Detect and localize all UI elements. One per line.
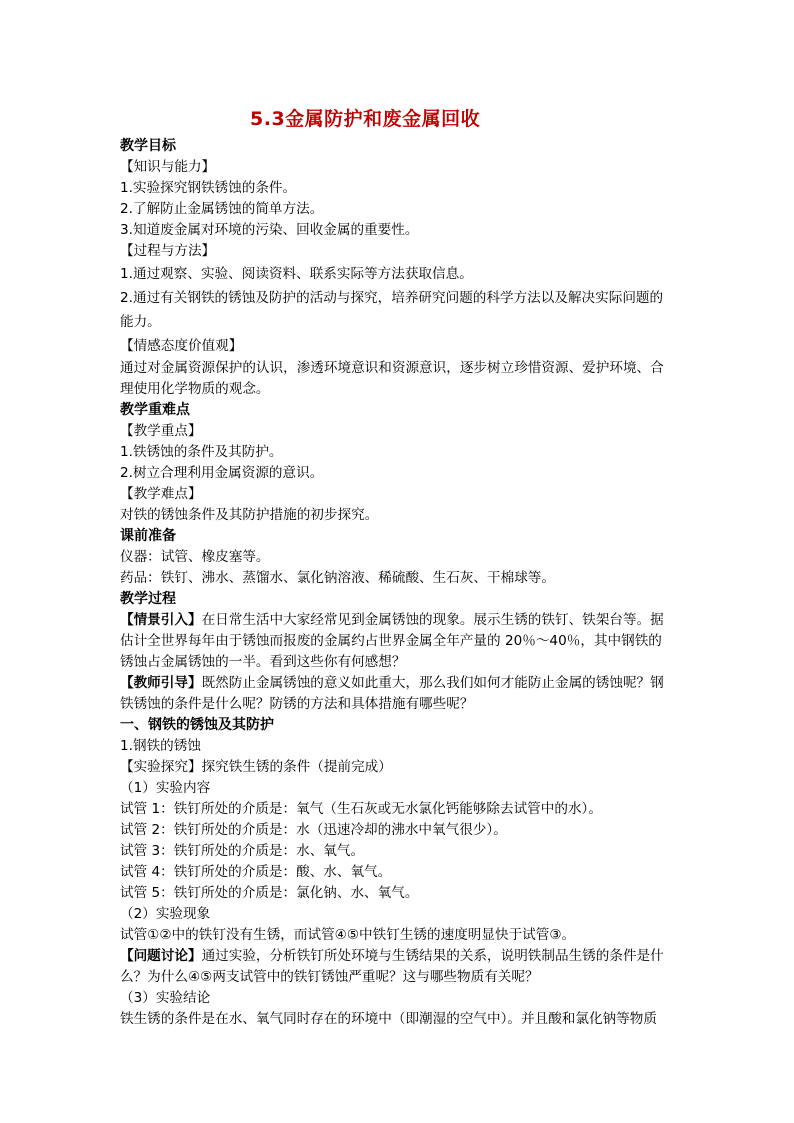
paragraph: 【实验探究】探究铁生锈的条件（提前完成）: [120, 759, 392, 775]
discussion-text: 通过实验，分析铁钉所处环境与生锈结果的关系，说明铁制品生锈的条件是什: [201, 948, 664, 964]
document-body: [120, 136, 678, 1030]
section-heading-key-points: 教学重难点: [120, 402, 190, 418]
section-heading-process: 教学过程: [120, 591, 176, 607]
paragraph: 铁生锈的条件是在水、氧气同时存在的环境中（即潮湿的空气中）。并且酸和氯化钠等物质: [120, 1011, 657, 1027]
paragraph: [120, 610, 678, 631]
paragraph: 试管 2：铁钉所处的介质是：水（迅速冷却的沸水中氧气很少）。: [120, 822, 507, 838]
subheading-emotion: 【情感态度价值观】: [120, 338, 243, 354]
paragraph: 试管 3：铁钉所处的介质是：水、氧气。: [120, 843, 365, 859]
paragraph: [120, 673, 678, 694]
paragraph: 估计全世界每年由于锈蚀而报废的金属约占世界金属全年产量的 20％～40％，其中钢铁的: [120, 633, 662, 649]
paragraph: 药品：铁钉、沸水、蒸馏水、氯化钠溶液、稀硫酸、生石灰、干棉球等。: [120, 570, 555, 586]
paragraph: （3）实验结论: [120, 990, 211, 1006]
paragraph: 通过对金属资源保护的认识，渗透环境意识和资源意识，逐步树立珍惜资源、爱护环境、合: [120, 360, 664, 376]
section-heading-rust: 一、钢铁的锈蚀及其防护: [120, 717, 274, 733]
paragraph: 1.通过观察、实验、阅读资料、联系实际等方法获取信息。: [120, 266, 473, 282]
subheading-key: 【教学重点】: [120, 423, 202, 439]
paragraph: 对铁的锈蚀条件及其防护措施的初步探究。: [120, 507, 379, 523]
paragraph: 锈蚀占金属锈蚀的一半。看到这些你有何感想？: [120, 654, 406, 670]
paragraph: 么？为什么④⑤两支试管中的铁钉锈蚀严重呢？这与哪些物质有关呢？: [120, 969, 539, 985]
discussion-tag: 【问题讨论】: [120, 948, 202, 964]
section-heading-preparation: 课前准备: [120, 528, 176, 544]
subheading-difficulty: 【教学难点】: [120, 486, 202, 502]
intro-text: 在日常生活中大家经常见到金属锈蚀的现象。展示生锈的铁钉、铁架台等。据: [201, 612, 664, 628]
page-title: 5.3金属防护和废金属回收: [250, 108, 481, 130]
paragraph: 1.铁锈蚀的条件及其防护。: [120, 444, 283, 460]
paragraph: 能力。: [120, 314, 161, 330]
paragraph: [120, 946, 678, 967]
subheading-process: 【过程与方法】: [120, 243, 216, 259]
paragraph: （1）实验内容: [120, 780, 211, 796]
paragraph: 2.了解防止金属锈蚀的简单方法。: [120, 201, 324, 217]
paragraph: 试管 1：铁钉所处的介质是：氧气（生石灰或无水氯化钙能够除去试管中的水）。: [120, 801, 602, 817]
paragraph: 1.实验探究钢铁锈蚀的条件。: [120, 180, 297, 196]
paragraph: 试管 4：铁钉所处的介质是：酸、水、氧气。: [120, 864, 392, 880]
intro-tag: 【情景引入】: [120, 612, 202, 628]
paragraph: 3.知道废金属对环境的污染、回收金属的重要性。: [120, 222, 419, 238]
paragraph: 仪器：试管、橡皮塞等。: [120, 549, 270, 565]
guide-tag: 【教师引导】: [120, 675, 202, 691]
paragraph: 试管 5：铁钉所处的介质是：氯化钠、水、氧气。: [120, 885, 419, 901]
section-heading-goals: 教学目标: [120, 138, 176, 154]
guide-text: 既然防止金属锈蚀的意义如此重大，那么我们如何才能防止金属的锈蚀呢？钢: [201, 675, 664, 691]
paragraph: 2.树立合理利用金属资源的意识。: [120, 465, 324, 481]
paragraph: （2）实验现象: [120, 906, 211, 922]
paragraph: 试管①②中的铁钉没有生锈，而试管④⑤中铁钉生锈的速度明显快于试管③。: [120, 927, 576, 943]
subheading-knowledge: 【知识与能力】: [120, 159, 216, 175]
paragraph: 理使用化学物质的观念。: [120, 381, 270, 397]
paragraph: 2.通过有关钢铁的锈蚀及防护的活动与探究，培养研究问题的科学方法以及解决实际问题的: [120, 290, 664, 306]
paragraph: 1.钢铁的锈蚀: [120, 738, 201, 754]
paragraph: 铁锈蚀的条件是什么呢？防锈的方法和具体措施有哪些呢？: [120, 696, 474, 712]
